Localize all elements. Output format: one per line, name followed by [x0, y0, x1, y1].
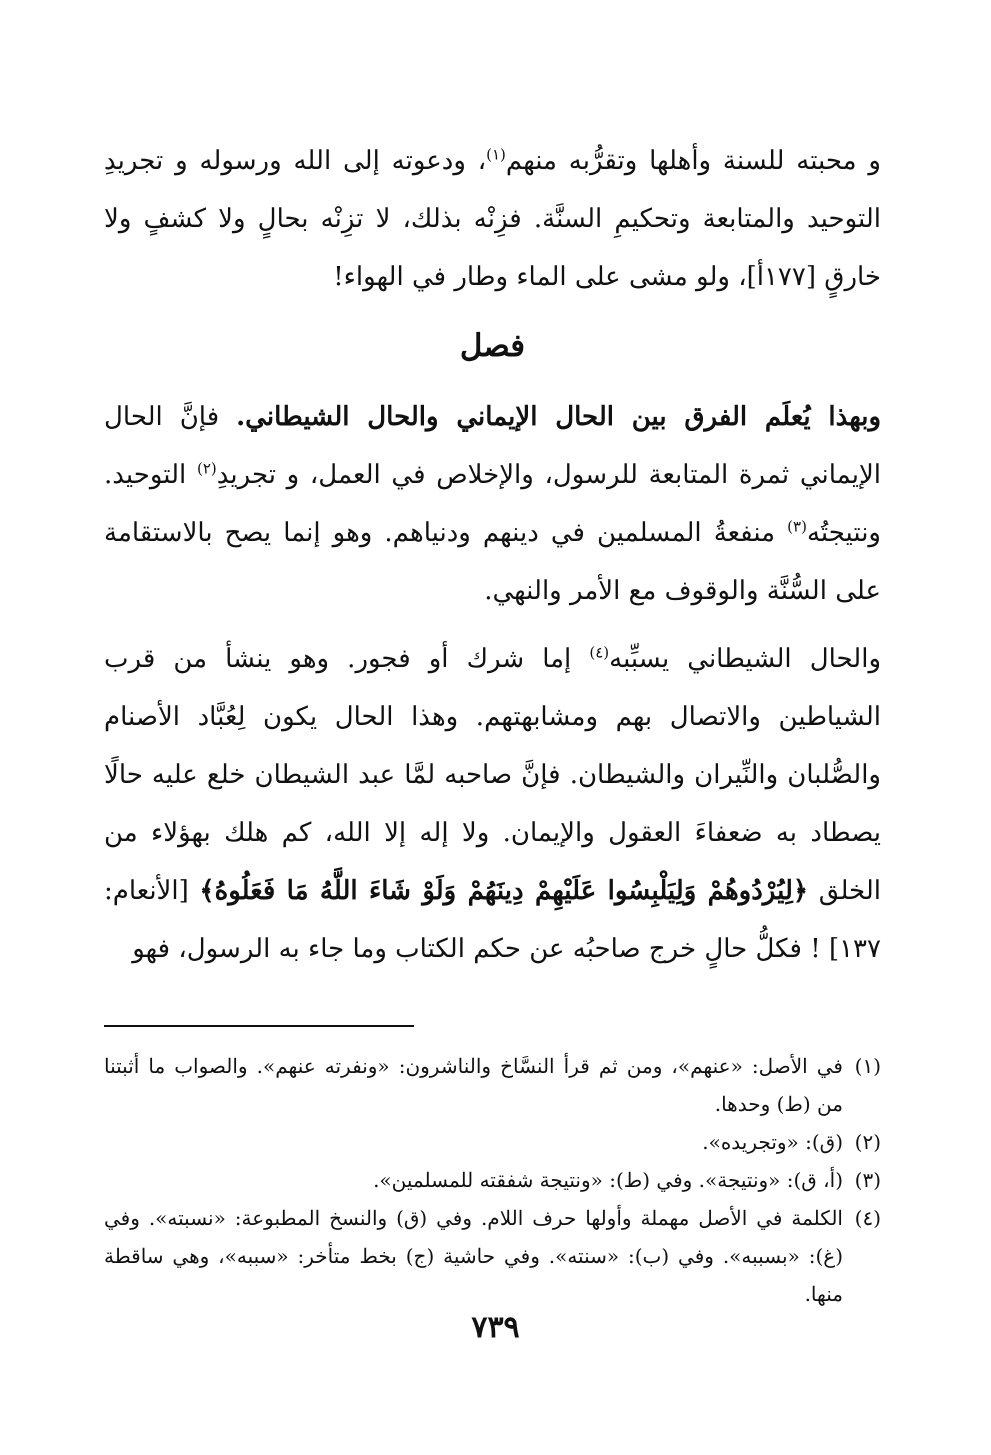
text-run: منفعةُ المسلمين في دينهم ودنياهم. وهو إنما يصح بالاستقامة على السُّنَّة والوقوف مع الأمر والنهي. [104, 518, 881, 606]
footnotes [104, 1047, 881, 1313]
footnote-3 [104, 1161, 881, 1199]
paragraph-3 [104, 630, 881, 978]
text-run: ، ودعوته إلى الله ورسوله و تجريدِ التوحيد والمتابعة وتحكيمِ السنَّة. فزِنْه بذلك، لا تزِنْه بحالٍ ولا كشفٍ ولا خارقٍ [١٧٧أ]، ولو مشى على الماء وطار في الهواء! [104, 146, 881, 292]
footnote-2 [104, 1123, 881, 1161]
footnote-text: الكلمة في الأصل مهملة وأولها حرف اللام. وفي (ق) والنسخ المطبوعة: «نسبته». وفي (غ): «بسببه». وفي (ب): «سنته». وفي حاشية (ج) بخط متأخر: «سببه»، وهي ساقطة منها. [104, 1206, 843, 1306]
text-run: فإنَّ الحال الإيماني ثمرة المتابعة للرسول، والإخلاص في العمل، و تجريدِ [104, 402, 881, 490]
quran-verse: ﴿لِيُرْدُوهُمْ وَلِيَلْبِسُوا عَلَيْهِمْ دِينَهُمْ وَلَوْ شَاءَ اللَّهُ مَا فَعَلُوهُ﴾ [199, 876, 809, 906]
footnote-number: (١) [854, 1054, 881, 1078]
footnote-text: في الأصل: «عنهم»، ومن ثم قرأ النسَّاخ والناشرون: «ونفرته عنهم». والصواب ما أثبتنا من (ط) وحدها. [104, 1054, 843, 1116]
footnote-number: (٤) [854, 1206, 881, 1230]
footnote-ref-2: (٢) [196, 459, 217, 478]
text-run: إما شرك أو فجور. وهو ينشأ من قرب الشياطين والاتصال بهم ومشابهتهم. وهذا الحال يكون لِعُبَّاد الأصنام والصُّلبان والنِّيران والشيطان. فإنَّ صاحبه لمَّا عبد الشيطان خلع عليه حالًا يصطاد به ضعفاءَ العقول والإيمان. ولا إله إلا الله، كم هلك بهؤلاء من الخلق [104, 644, 881, 906]
paragraph-1 [104, 132, 881, 306]
bold-lead-sentence: وبهذا يُعلَم الفرق بين الحال الإيماني والحال الشيطاني. [236, 402, 881, 432]
footnote-number: (٢) [854, 1130, 881, 1154]
text-run: [الأنعام: ١٣٧] ! فكلُّ حالٍ خرج صاحبُه عن حكم الكتاب وما جاء به الرسول، فهو [104, 876, 881, 964]
footnote-1 [104, 1047, 881, 1123]
footnote-ref-3: (٣) [787, 517, 807, 536]
section-heading: فصل [459, 328, 526, 364]
footnote-text: (ق): «وتجريده». [702, 1130, 843, 1154]
footnote-number: (٣) [854, 1168, 881, 1192]
footnote-separator [104, 1025, 414, 1027]
text-run: التوحيد. ونتيجتُه [104, 460, 881, 548]
footnote-text: (أ، ق): «ونتيجة». وفي (ط): «ونتيجة شفقته للمسلمين». [373, 1168, 843, 1192]
text-run: و محبته للسنة وأهلها وتقرُّبه منهم [505, 146, 881, 176]
footnote-ref-1: (١) [486, 145, 506, 164]
page-number: ٧٣٩ [471, 1310, 520, 1345]
paragraph-2 [104, 388, 881, 620]
main-text [104, 132, 881, 978]
footnote-ref-4: (٤) [589, 643, 610, 662]
footnote-4 [104, 1199, 881, 1313]
text-run: والحال الشيطاني يسبِّبه [609, 644, 881, 674]
